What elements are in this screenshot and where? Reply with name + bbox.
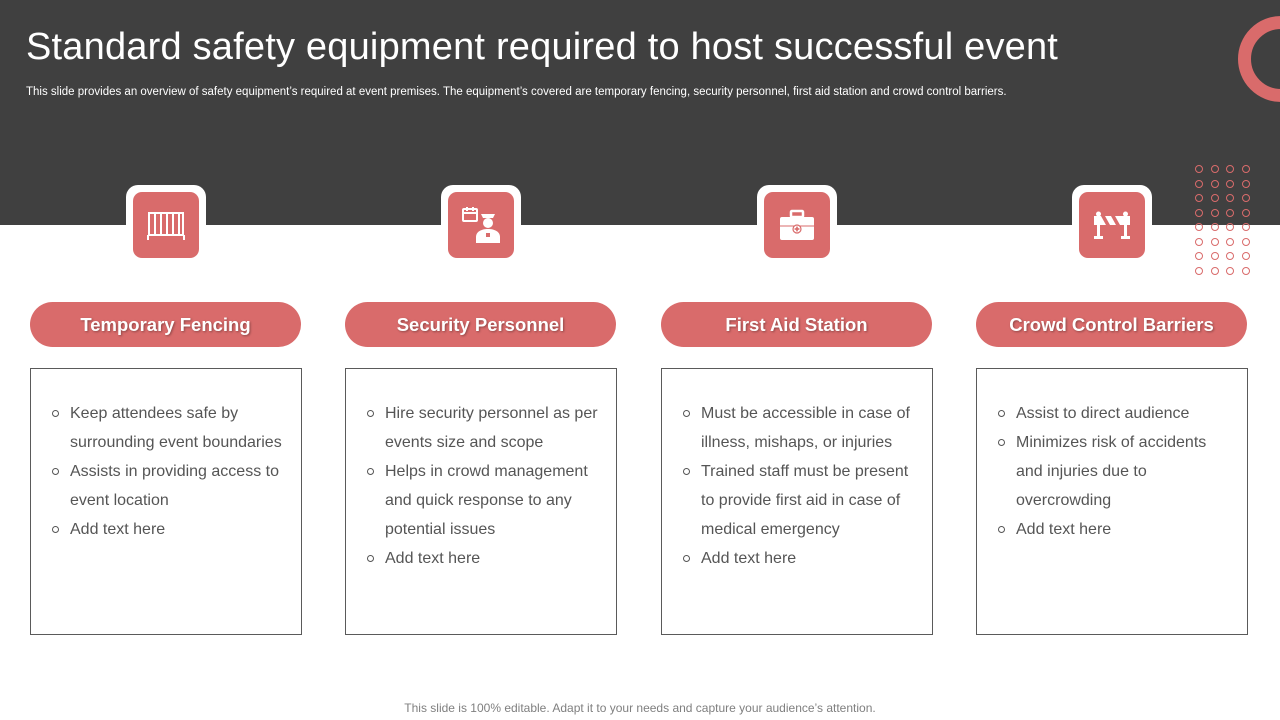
icon-tile [448, 192, 514, 258]
list-item-text: Must be accessible in case of illness, mishaps, or injuries [701, 405, 910, 451]
bullet-circle-icon [367, 555, 374, 562]
column-crowd-control-barriers [976, 0, 1248, 720]
bullet-circle-icon [998, 410, 1005, 417]
list-item [51, 399, 287, 457]
fence-icon [146, 209, 186, 241]
heading-pill: Security Personnel [345, 302, 616, 347]
column-security-personnel [345, 0, 617, 720]
list-item-text: Keep attendees safe by surrounding event boundaries [70, 405, 282, 451]
bullet-circle-icon [367, 410, 374, 417]
heading-pill: Temporary Fencing [30, 302, 301, 347]
bullet-box [976, 368, 1248, 635]
icon-tile [133, 192, 199, 258]
bullet-circle-icon [683, 468, 690, 475]
bullet-circle-icon [998, 526, 1005, 533]
icon-frame [1072, 185, 1152, 265]
list-item [682, 457, 918, 544]
heading-pill: Crowd Control Barriers [976, 302, 1247, 347]
bullet-circle-icon [683, 410, 690, 417]
security-guard-icon [461, 205, 501, 245]
list-item [682, 399, 918, 457]
column-temporary-fencing [30, 0, 302, 720]
slide-subtitle: This slide provides an overview of safety equipment’s required at event premises. The equipment’s covered are temporary fencing, security personnel, first aid station and crowd control barriers. [26, 86, 1007, 98]
footer-note: This slide is 100% editable. Adapt it to your needs and capture your audience’s attention. [404, 701, 876, 715]
list-item-text: Assists in providing access to event location [70, 463, 279, 509]
bullet-circle-icon [367, 468, 374, 475]
list-item-text: Minimizes risk of accidents and injuries due to overcrowding [1016, 434, 1207, 509]
list-item-text: Hire security personnel as per events size and scope [385, 405, 598, 451]
list-item [51, 457, 287, 515]
list-item [997, 428, 1233, 515]
barrier-icon [1092, 210, 1132, 240]
list-item [682, 544, 918, 573]
bullet-circle-icon [52, 526, 59, 533]
icon-tile [1079, 192, 1145, 258]
list-item-text: Trained staff must be present to provide first aid in case of medical emergency [701, 463, 909, 538]
icon-frame [757, 185, 837, 265]
bullet-circle-icon [52, 468, 59, 475]
list-item-text: Add text here [70, 521, 166, 538]
column-first-aid-station [661, 0, 933, 720]
list-item-text: Add text here [701, 550, 797, 567]
bullet-circle-icon [998, 439, 1005, 446]
icon-frame [126, 185, 206, 265]
list-item-text: Add text here [385, 550, 481, 567]
list-item-text: Add text here [1016, 521, 1112, 538]
heading-pill: First Aid Station [661, 302, 932, 347]
list-item-text: Assist to direct audience [1016, 405, 1190, 422]
bullet-box [345, 368, 617, 635]
list-item-text: Helps in crowd management and quick response to any potential issues [385, 463, 588, 538]
list-item [366, 457, 602, 544]
first-aid-kit-icon [777, 208, 817, 242]
list-item [997, 515, 1233, 544]
list-item [997, 399, 1233, 428]
list-item [366, 544, 602, 573]
bullet-circle-icon [52, 410, 59, 417]
bullet-box [661, 368, 933, 635]
list-item [366, 399, 602, 457]
bullet-box [30, 368, 302, 635]
bullet-circle-icon [683, 555, 690, 562]
icon-tile [764, 192, 830, 258]
slide-title: Standard safety equipment required to host successful event [26, 26, 1059, 68]
icon-frame [441, 185, 521, 265]
list-item [51, 515, 287, 544]
